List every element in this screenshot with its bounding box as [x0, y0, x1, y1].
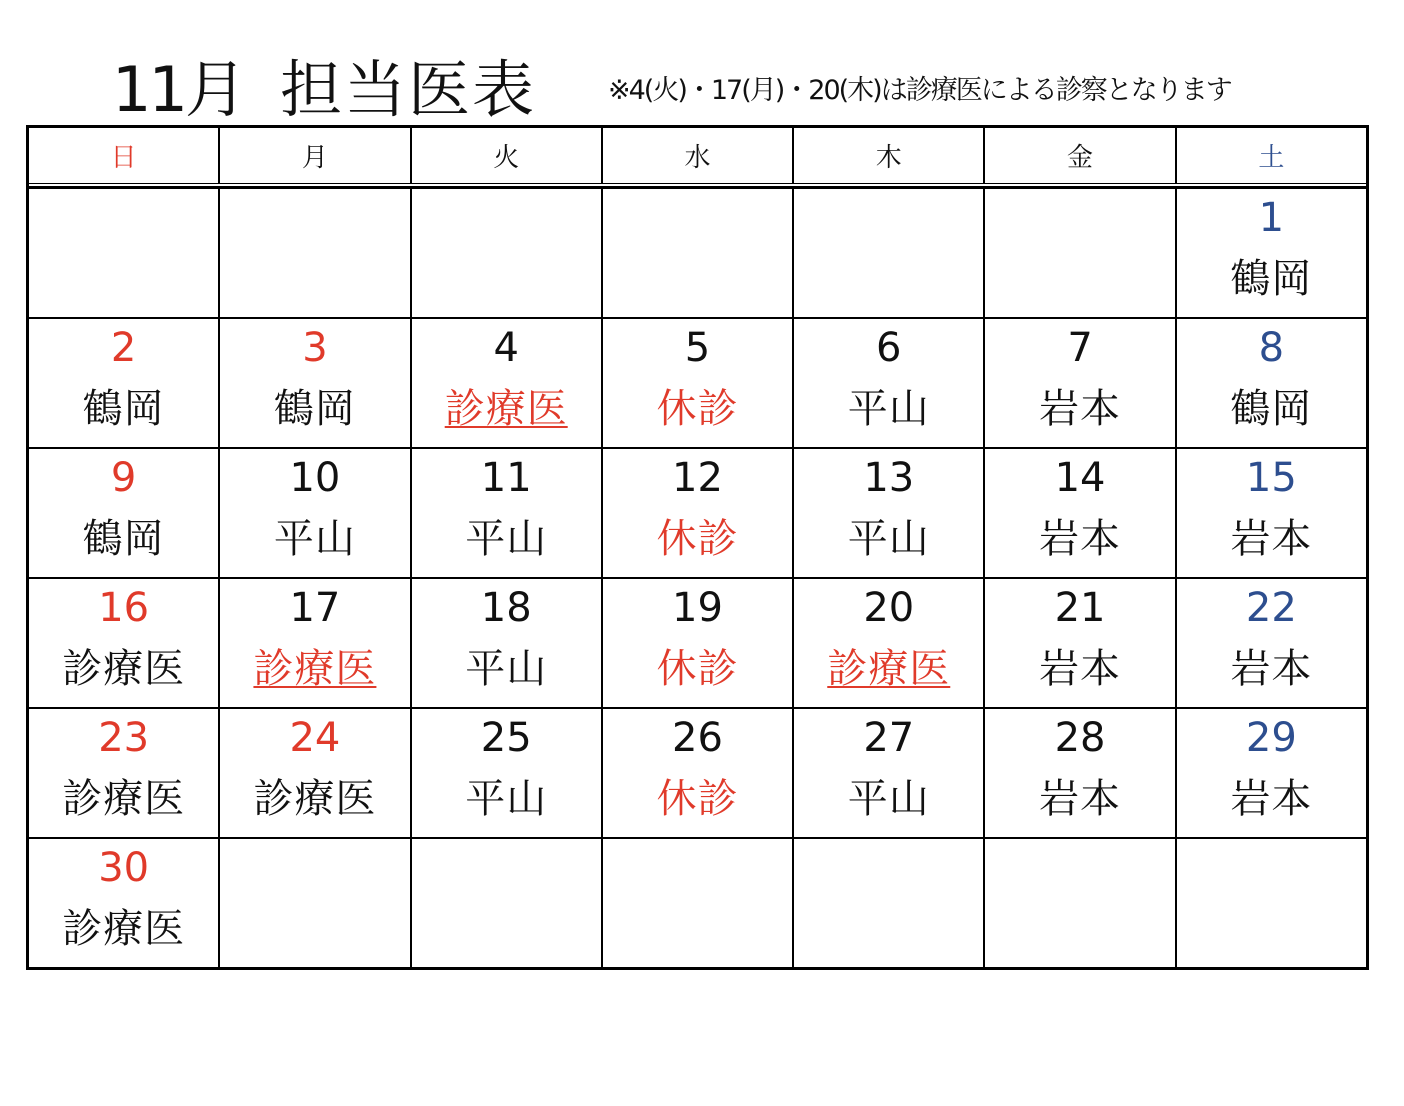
day-cell — [1175, 189, 1366, 317]
closed-label: 休診 — [656, 516, 739, 562]
doctor-name: 岩本 — [1039, 646, 1122, 692]
doctor-name: 診療医 — [444, 386, 568, 432]
day-cell — [218, 449, 409, 577]
day-cell — [601, 319, 792, 447]
calendar-table — [26, 125, 1369, 970]
day-cell — [29, 319, 218, 447]
day-cell — [1175, 709, 1366, 837]
day-cell — [29, 579, 218, 707]
day-number: 29 — [1245, 715, 1297, 761]
day-cell — [601, 709, 792, 837]
day-number: 20 — [863, 585, 915, 631]
doctor-name: 平山 — [465, 646, 548, 692]
day-number: 11 — [480, 455, 532, 501]
day-number: 5 — [684, 325, 711, 371]
day-cell — [792, 449, 983, 577]
calendar-week-row — [29, 707, 1366, 837]
day-cell — [218, 189, 409, 317]
day-cell — [601, 839, 792, 967]
day-number: 28 — [1054, 715, 1106, 761]
doctor-name: 鶴岡 — [273, 386, 356, 432]
doctor-name: 岩本 — [1230, 776, 1313, 822]
day-number: 15 — [1245, 455, 1297, 501]
day-cell — [29, 449, 218, 577]
day-number: 2 — [110, 325, 137, 371]
weekday-wednesday: 水 — [601, 128, 792, 183]
doctor-name: 診療医 — [253, 646, 377, 692]
day-cell — [983, 579, 1174, 707]
title-month: 11月 — [112, 53, 244, 126]
weekday-tuesday: 火 — [410, 128, 601, 183]
day-cell — [792, 189, 983, 317]
calendar-week-row — [29, 837, 1366, 967]
day-cell — [983, 189, 1174, 317]
day-cell — [1175, 839, 1366, 967]
day-number: 7 — [1067, 325, 1093, 371]
day-cell — [410, 709, 601, 837]
weekday-friday: 金 — [983, 128, 1174, 183]
doctor-name: 平山 — [847, 776, 930, 822]
day-number: 16 — [98, 585, 150, 631]
day-cell — [601, 579, 792, 707]
doctor-name: 岩本 — [1039, 776, 1122, 822]
day-number: 12 — [672, 455, 723, 501]
weekday-thursday: 木 — [792, 128, 983, 183]
day-cell — [29, 709, 218, 837]
day-number: 19 — [672, 585, 723, 631]
day-cell — [983, 839, 1174, 967]
day-cell — [792, 319, 983, 447]
day-number: 23 — [98, 715, 150, 761]
page-title: 担当医表 — [280, 53, 537, 126]
doctor-name: 診療医 — [62, 776, 186, 822]
day-number: 3 — [302, 325, 328, 371]
weekday-monday: 月 — [218, 128, 409, 183]
day-cell — [601, 449, 792, 577]
day-cell — [983, 709, 1174, 837]
day-number: 9 — [110, 455, 137, 501]
day-number: 14 — [1054, 455, 1106, 501]
doctor-name: 岩本 — [1039, 516, 1122, 562]
weekday-sunday: 日 — [110, 143, 137, 173]
doctor-name: 診療医 — [62, 906, 186, 952]
doctor-name: 平山 — [847, 386, 930, 432]
doctor-name: 平山 — [465, 516, 548, 562]
day-cell — [410, 839, 601, 967]
doctor-name: 診療医 — [827, 646, 951, 692]
doctor-name: 鶴岡 — [82, 386, 165, 432]
day-number: 21 — [1054, 585, 1106, 631]
day-cell — [410, 579, 601, 707]
doctor-name: 平山 — [273, 516, 356, 562]
day-cell — [792, 579, 983, 707]
doctor-name: 岩本 — [1230, 516, 1313, 562]
day-number: 18 — [480, 585, 532, 631]
day-number: 30 — [98, 845, 150, 891]
day-cell — [218, 319, 409, 447]
day-cell — [1175, 319, 1366, 447]
doctor-name: 平山 — [847, 516, 930, 562]
day-cell — [218, 579, 409, 707]
day-cell — [410, 319, 601, 447]
day-cell — [792, 709, 983, 837]
doctor-name: 岩本 — [1230, 646, 1313, 692]
weekday-saturday: 土 — [1175, 128, 1366, 183]
doctor-name: 診療医 — [253, 776, 377, 822]
doctor-name: 鶴岡 — [1230, 386, 1313, 432]
day-number: 24 — [289, 715, 341, 761]
doctor-name: 診療医 — [62, 646, 186, 692]
day-number: 22 — [1245, 585, 1297, 631]
day-number: 1 — [1258, 195, 1285, 241]
day-number: 26 — [672, 715, 723, 761]
day-number: 17 — [289, 585, 341, 631]
day-cell — [983, 319, 1174, 447]
day-number: 4 — [493, 325, 519, 371]
day-cell — [218, 709, 409, 837]
day-cell — [792, 839, 983, 967]
doctor-name: 鶴岡 — [1230, 256, 1313, 302]
day-cell — [410, 189, 601, 317]
day-cell — [601, 189, 792, 317]
day-cell — [1175, 449, 1366, 577]
day-number: 6 — [876, 325, 902, 371]
day-cell — [218, 839, 409, 967]
day-cell — [983, 449, 1174, 577]
day-cell — [1175, 579, 1366, 707]
weekday-header-row — [29, 128, 1366, 187]
doctor-name: 平山 — [465, 776, 548, 822]
day-cell — [29, 839, 218, 967]
calendar-week-row — [29, 577, 1366, 707]
calendar-week-row — [29, 447, 1366, 577]
closed-label: 休診 — [656, 386, 739, 432]
calendar-week-row — [29, 317, 1366, 447]
day-number: 8 — [1258, 325, 1285, 371]
day-number: 13 — [863, 455, 915, 501]
doctor-name: 鶴岡 — [82, 516, 165, 562]
day-number: 10 — [289, 455, 341, 501]
schedule-note: ※4(火)・17(月)・20(木)は診療医による診察となります — [608, 75, 1231, 106]
day-number: 25 — [480, 715, 532, 761]
day-number: 27 — [863, 715, 915, 761]
day-cell — [29, 189, 218, 317]
doctor-name: 岩本 — [1039, 386, 1122, 432]
calendar-week-row — [29, 187, 1366, 317]
closed-label: 休診 — [656, 776, 739, 822]
day-cell — [410, 449, 601, 577]
closed-label: 休診 — [656, 646, 739, 692]
